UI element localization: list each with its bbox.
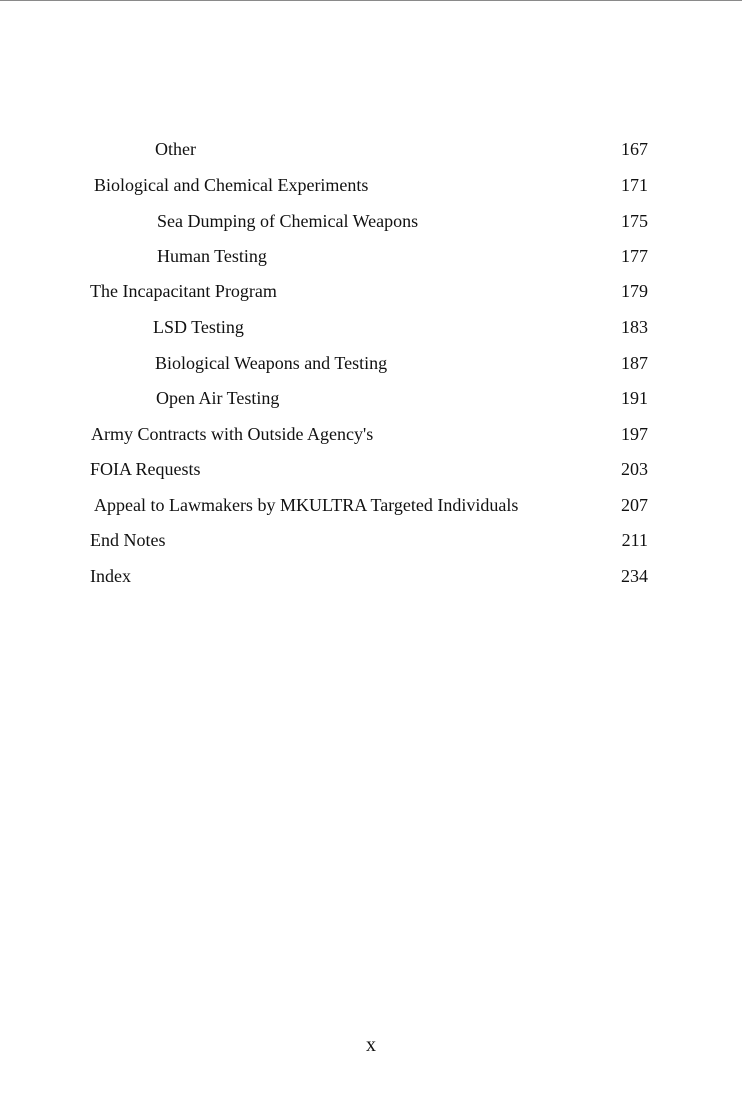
toc-entry-index	[0, 564, 742, 588]
toc-entry-biological-weapons	[0, 351, 742, 375]
toc-entry-page: 191	[621, 388, 648, 408]
toc-entry-page: 203	[621, 459, 648, 479]
toc-entry-page: 175	[621, 211, 648, 231]
toc-entry-end-notes	[0, 528, 742, 552]
toc-entry-page: 197	[621, 424, 648, 444]
toc-entry-title: Human Testing	[157, 246, 267, 266]
toc-entry-incapacitant-program	[0, 279, 742, 303]
toc-entry-title: The Incapacitant Program	[90, 281, 277, 301]
toc-entry-title: End Notes	[90, 530, 166, 550]
toc-entry-title: FOIA Requests	[90, 459, 201, 479]
toc-entry-foia-requests	[0, 457, 742, 481]
toc-entry-title: Biological and Chemical Experiments	[94, 175, 369, 195]
toc-entry-title: Sea Dumping of Chemical Weapons	[157, 211, 419, 231]
page-number: x	[366, 1034, 376, 1056]
toc-entry-page: 177	[621, 246, 648, 266]
toc-entry-other	[0, 137, 742, 161]
toc-entry-biological-and-chemical-experiments	[0, 173, 742, 197]
toc-entry-title: LSD Testing	[153, 317, 244, 337]
toc-entry-title: Appeal to Lawmakers by MKULTRA Targeted Individuals	[94, 495, 519, 515]
toc-entry-title: Open Air Testing	[156, 388, 280, 408]
toc-entry-page: 171	[621, 175, 648, 195]
toc-entry-title: Other	[155, 139, 196, 159]
toc-entry-lsd-testing	[0, 315, 742, 339]
toc-entry-page: 187	[621, 353, 648, 373]
toc-entry-page: 234	[621, 566, 648, 586]
toc-entry-title: Index	[90, 566, 131, 586]
toc-entry-human-testing	[0, 244, 742, 268]
toc-entry-page: 167	[621, 139, 648, 159]
toc-entry-open-air-testing	[0, 386, 742, 410]
toc-entry-title: Biological Weapons and Testing	[155, 353, 388, 373]
toc-entry-page: 211	[621, 530, 648, 550]
toc-entry-page: 207	[621, 495, 648, 515]
toc-entry-title: Army Contracts with Outside Agency's	[91, 424, 374, 444]
toc-entry-page: 183	[621, 317, 648, 337]
toc-entry-page: 179	[621, 281, 648, 301]
toc-entry-sea-dumping	[0, 209, 742, 233]
toc-entry-army-contracts	[0, 422, 742, 446]
toc-entry-appeal-to-lawmakers	[0, 493, 742, 517]
